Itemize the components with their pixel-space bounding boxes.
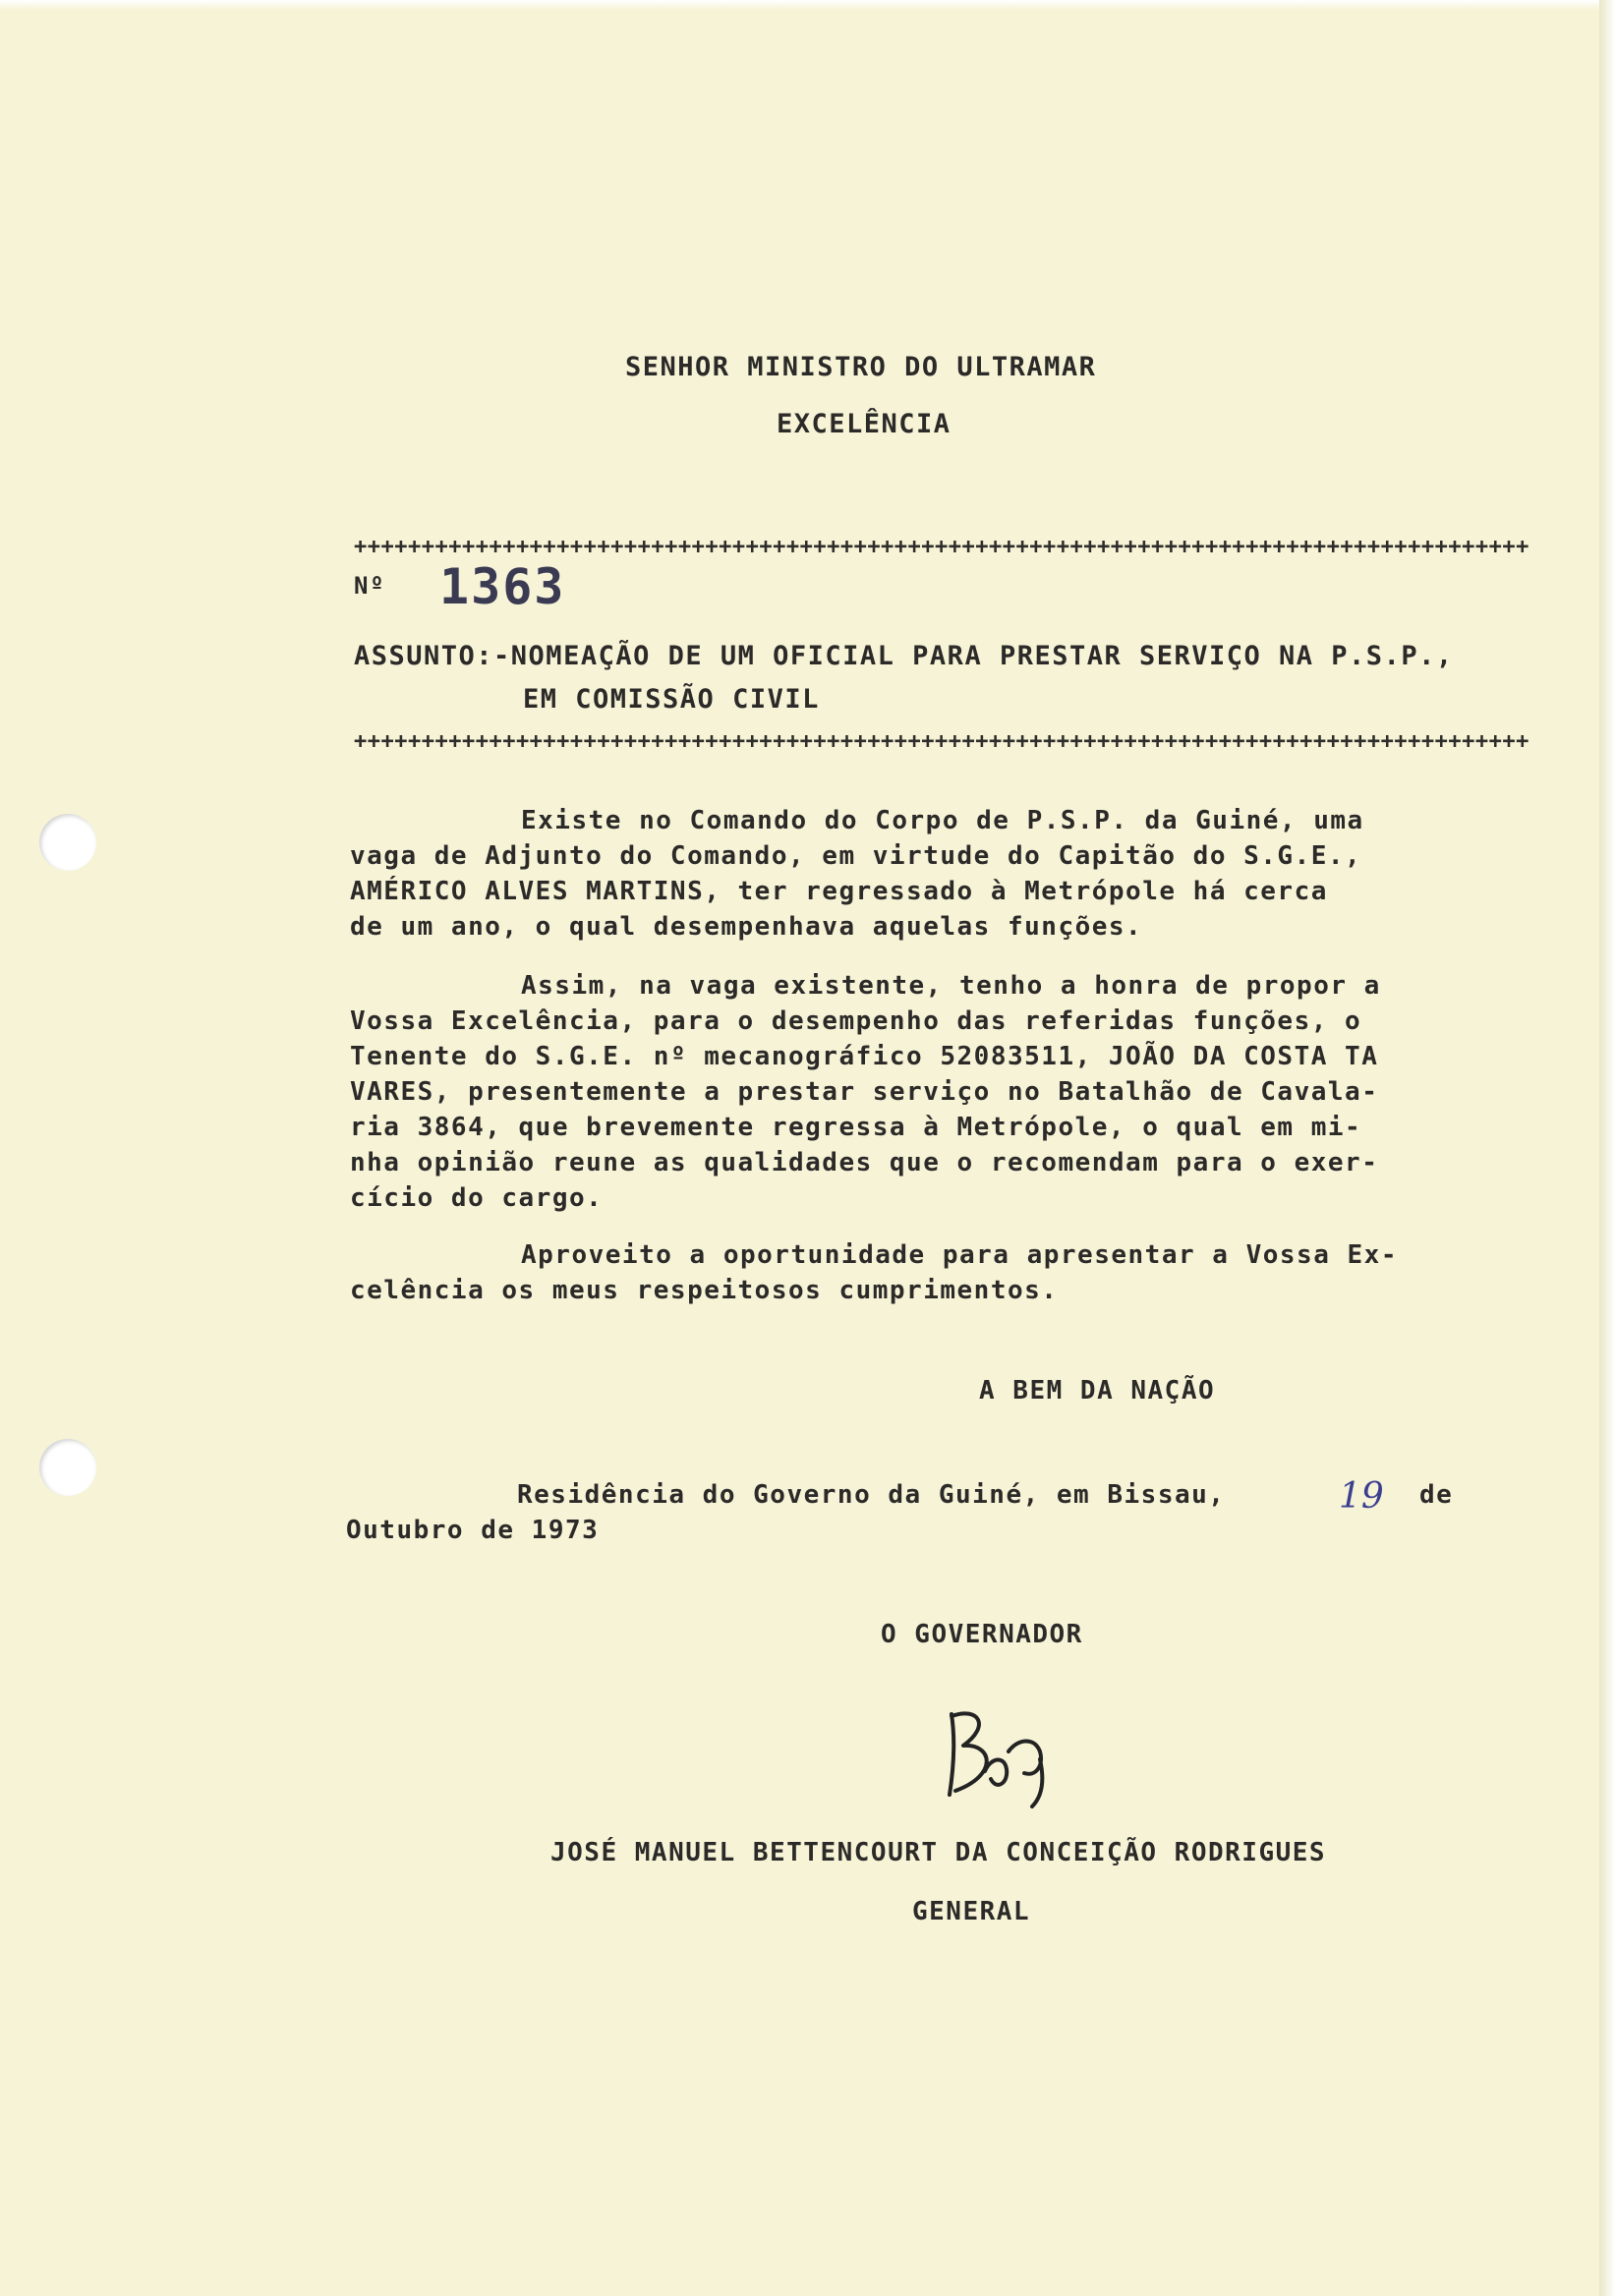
paragraph-1-line-3: AMÉRICO ALVES MARTINS, ter regressado à Metrópole há cerca: [350, 877, 1328, 906]
closing-formula: A BEM DA NAÇÃO: [979, 1376, 1216, 1406]
paragraph-3-line-1: Aproveito a oportunidade para apresentar a Vossa Ex-: [521, 1240, 1398, 1270]
signer-rank: GENERAL: [912, 1897, 1031, 1926]
paragraph-2-line-7: cício do cargo.: [350, 1183, 604, 1213]
paragraph-1-line-4: de um ano, o qual desempenhava aquelas funções.: [350, 912, 1143, 942]
addressee: SENHOR MINISTRO DO ULTRAMAR: [625, 352, 1097, 382]
paragraph-2-line-5: ria 3864, que brevemente regressa à Metrópole, o qual em mi-: [350, 1113, 1362, 1142]
signer-name: JOSÉ MANUEL BETTENCOURT DA CONCEIÇÃO RODRIGUES: [550, 1838, 1327, 1867]
number-label: Nº: [354, 572, 385, 600]
place-date-de: de: [1419, 1480, 1454, 1510]
paragraph-2-line-3: Tenente do S.G.E. nº mecanográfico 52083511, JOÃO DA COSTA TA: [350, 1042, 1379, 1071]
paper-edge-right: [1599, 0, 1615, 2296]
subject-line-2: EM COMISSÃO CIVIL: [523, 684, 820, 715]
handwritten-day: 19: [1339, 1476, 1384, 1517]
place-date-line-2: Outubro de 1973: [346, 1516, 600, 1545]
document-number: 1363: [439, 558, 566, 615]
paragraph-2-line-2: Vossa Excelência, para o desempenho das referidas funções, o: [350, 1006, 1362, 1036]
subject-line-1: ASSUNTO:-NOMEAÇÃO DE UM OFICIAL PARA PRESTAR SERVIÇO NA P.S.P.,: [354, 641, 1454, 671]
punch-hole-top: [39, 814, 96, 871]
paragraph-2-line-6: nha opinião reune as qualidades que o recomendam para o exer-: [350, 1148, 1379, 1177]
signer-title: O GOVERNADOR: [881, 1620, 1083, 1649]
separator-top: +++++++++++++++++++++++++++++++++++++++++++++++++++++++++++++++++++++++++++++++++++++++: [354, 537, 1529, 556]
paragraph-2-line-1: Assim, na vaga existente, tenho a honra de propor a: [521, 971, 1381, 1001]
paragraph-3-line-2: celência os meus respeitosos cumprimentos.: [350, 1276, 1059, 1305]
salutation: EXCELÊNCIA: [777, 409, 952, 439]
handwritten-signature: [934, 1700, 1071, 1808]
paragraph-1-line-1: Existe no Comando do Corpo de P.S.P. da Guiné, uma: [521, 806, 1364, 835]
place-date-line-1: Residência do Governo da Guiné, em Bissau,: [517, 1480, 1226, 1510]
paragraph-2-line-4: VARES, presentemente a prestar serviço no Batalhão de Cavala-: [350, 1077, 1379, 1107]
paper-edge-top: [0, 0, 1615, 10]
punch-hole-bottom: [39, 1439, 96, 1496]
separator-bottom: +++++++++++++++++++++++++++++++++++++++++++++++++++++++++++++++++++++++++++++++++++++++: [354, 731, 1529, 751]
paragraph-1-line-2: vaga de Adjunto do Comando, em virtude do Capitão do S.G.E.,: [350, 841, 1362, 871]
